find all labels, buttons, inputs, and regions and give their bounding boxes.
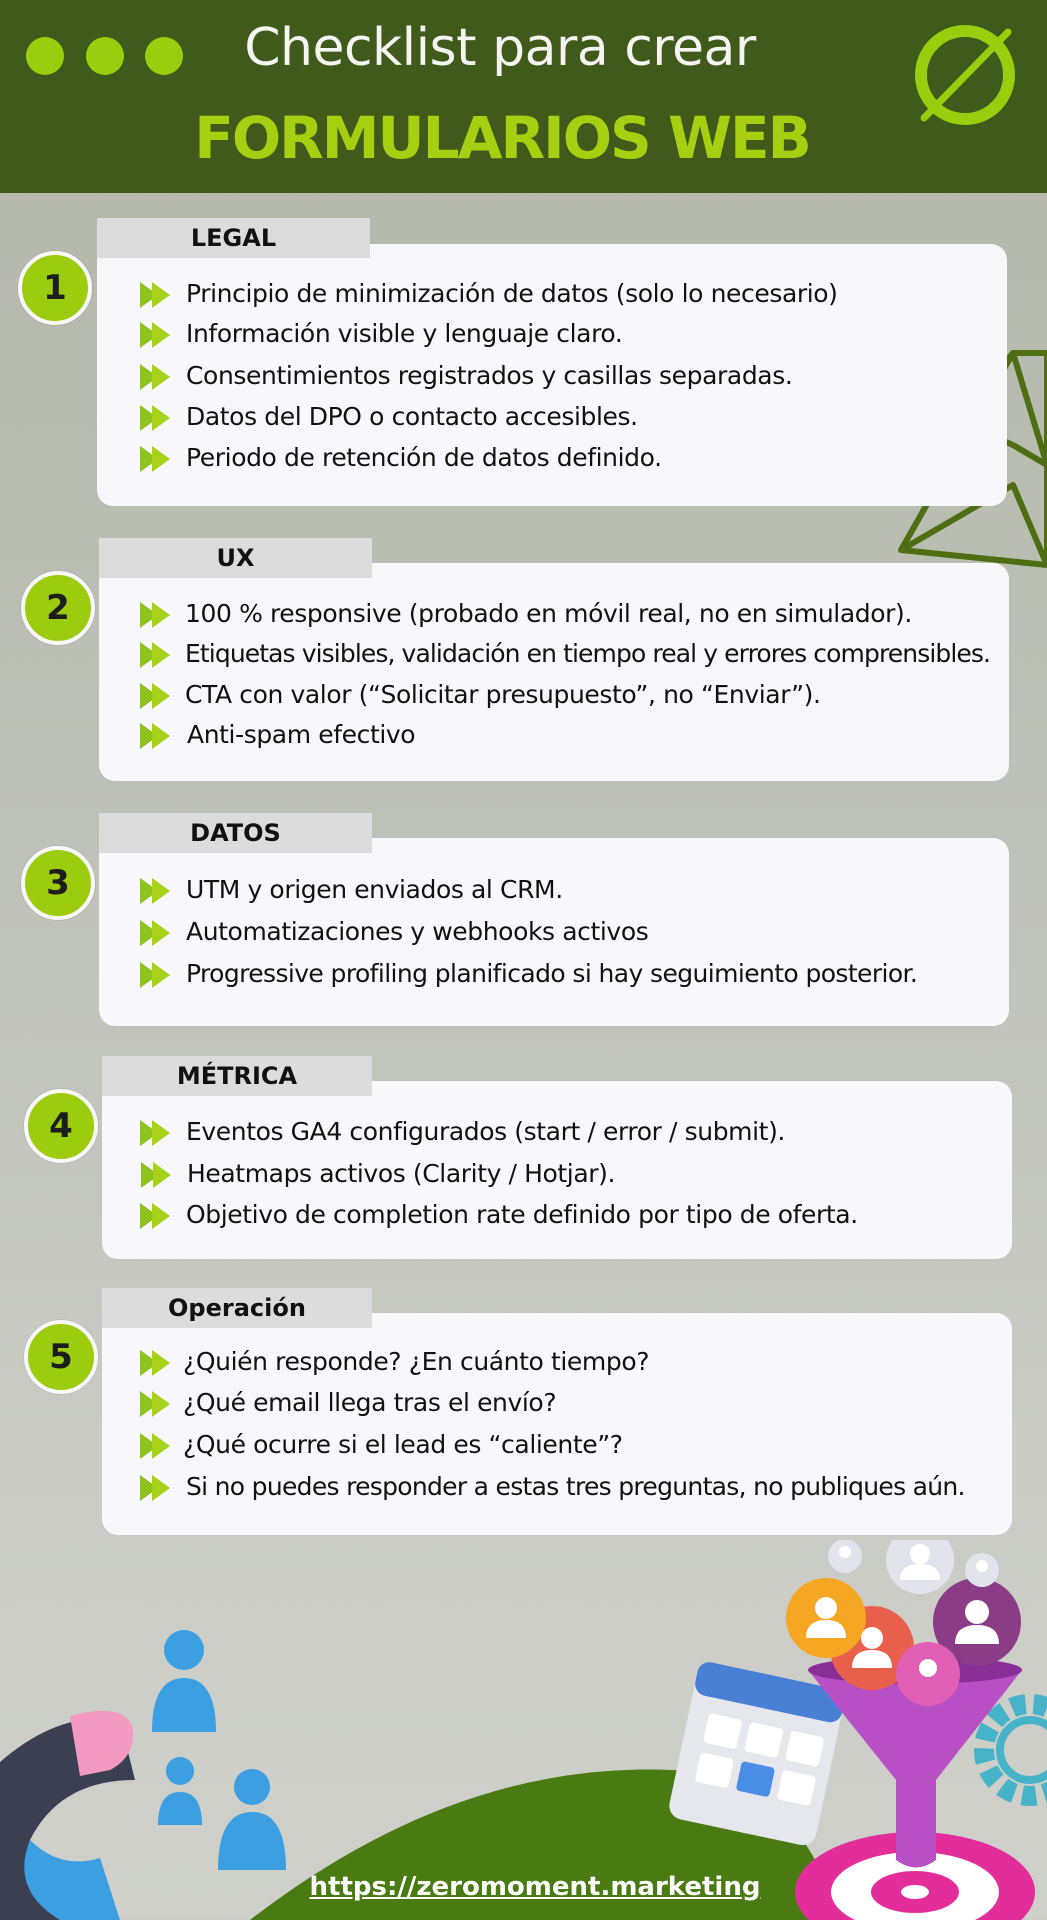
checklist-item-text: Anti-spam efectivo: [187, 720, 416, 749]
green-double-arrow-icon: [140, 322, 172, 348]
title-line-2: FORMULARIOS WEB: [194, 104, 810, 172]
section-tab-operacion: Operación: [102, 1288, 372, 1328]
checklist-item-text: ¿Qué email llega tras el envío?: [183, 1388, 557, 1417]
checklist-item-text: Progressive profiling planificado si hay seguimiento posterior.: [186, 959, 918, 988]
green-double-arrow-icon: [140, 405, 172, 431]
checklist-item-text: Etiquetas visibles, validación en tiempo real y errores comprensibles.: [185, 639, 991, 668]
checklist-item-text: Eventos GA4 configurados (start / error / submit).: [186, 1117, 785, 1146]
section-number-3: 3: [21, 846, 95, 920]
website-link[interactable]: https://zeromoment.marketing: [309, 1872, 761, 1902]
footer-illustration: [0, 1540, 1047, 1920]
green-double-arrow-icon: [140, 1203, 172, 1229]
green-double-arrow-icon: [140, 920, 172, 946]
checklist-item-text: Objetivo de completion rate definido por tipo de oferta.: [186, 1200, 858, 1229]
green-double-arrow-icon: [140, 878, 172, 904]
section-number-2: 2: [21, 571, 95, 645]
green-double-arrow-icon: [140, 282, 172, 308]
green-double-arrow-icon: [140, 723, 172, 749]
section-tab-ux: UX: [99, 538, 372, 578]
green-double-arrow-icon: [140, 683, 172, 709]
green-double-arrow-icon: [140, 1433, 172, 1459]
green-double-arrow-icon: [140, 642, 172, 668]
checklist-item-text: Consentimientos registrados y casillas separadas.: [186, 361, 793, 390]
checklist-item-text: 100 % responsive (probado en móvil real, no en simulador).: [185, 599, 912, 628]
section-number-1: 1: [18, 251, 92, 325]
checklist-item-text: Información visible y lenguaje claro.: [186, 319, 623, 348]
people-icon: [152, 1630, 286, 1870]
checklist-item-text: Si no puedes responder a estas tres preguntas, no publiques aún.: [186, 1472, 965, 1501]
title-line-1: Checklist para crear: [244, 18, 756, 78]
checklist-item-text: ¿Quién responde? ¿En cuánto tiempo?: [183, 1347, 650, 1376]
green-double-arrow-icon: [140, 1350, 172, 1376]
gear-icon: [984, 1704, 1047, 1796]
section-number-5: 5: [24, 1320, 98, 1394]
checklist-item-text: Datos del DPO o contacto accesibles.: [186, 402, 638, 431]
checklist-item-text: CTA con valor (“Solicitar presupuesto”, no “Enviar”).: [185, 680, 821, 709]
green-double-arrow-icon: [140, 446, 172, 472]
checklist-item-text: ¿Qué ocurre si el lead es “caliente”?: [183, 1430, 623, 1459]
green-double-arrow-icon: [141, 1162, 173, 1188]
green-double-arrow-icon: [140, 1391, 172, 1417]
green-double-arrow-icon: [140, 962, 172, 988]
section-tab-datos: DATOS: [99, 813, 372, 853]
green-double-arrow-icon: [140, 1475, 172, 1501]
header-banner: [0, 0, 1047, 193]
section-tab-legal: LEGAL: [97, 218, 370, 258]
section-tab-metrica: MÉTRICA: [102, 1056, 372, 1096]
checklist-item-text: Heatmaps activos (Clarity / Hotjar).: [187, 1159, 616, 1188]
green-double-arrow-icon: [140, 602, 172, 628]
calendar-icon: [667, 1660, 847, 1848]
checklist-item-text: Periodo de retención de datos definido.: [186, 443, 662, 472]
section-number-4: 4: [24, 1089, 98, 1163]
green-double-arrow-icon: [140, 1120, 172, 1146]
checklist-item-text: Principio de minimización de datos (solo lo necesario): [186, 279, 838, 308]
zero-moment-logo-icon: [910, 20, 1020, 130]
checklist-item-text: Automatizaciones y webhooks activos: [186, 917, 649, 946]
green-double-arrow-icon: [140, 364, 172, 390]
checklist-item-text: UTM y origen enviados al CRM.: [186, 875, 563, 904]
